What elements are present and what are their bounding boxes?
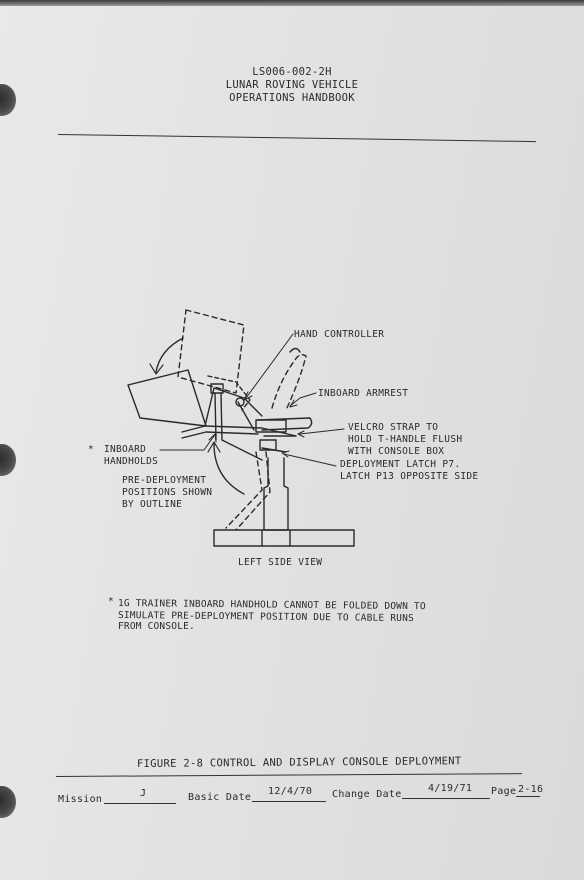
label-handholds-asterisk: * [88,444,95,455]
footer-page-value: 2-16 [518,784,544,795]
figure-caption: FIGURE 2-8 CONTROL AND DISPLAY CONSOLE DEPLOYMENT [136,755,462,770]
footer-page-label: Page [491,786,517,797]
footer-basic-date-underline [252,801,326,802]
footer-mission-value: J [140,788,147,799]
predeploy-arrow [214,444,244,494]
document-title-line1: LUNAR ROVING VEHICLE [225,79,359,91]
inboard-handhold [182,426,296,436]
console-box [128,370,206,426]
label-deployment-latch-line2: LATCH P13 OPPOSITE SIDE [340,471,479,482]
console-predeploy-outline [178,310,244,393]
footer-basic-date-label: Basic Date [188,792,252,803]
label-hand-controller: HAND CONTROLLER [294,329,385,340]
label-inboard-armrest: INBOARD ARMREST [318,388,409,399]
label-predeploy-line1: PRE-DEPLOYMENT [122,475,207,486]
label-handholds-line1: INBOARD [104,444,147,455]
label-handholds-line2: HANDHOLDS [104,456,159,467]
floor-base [214,530,354,546]
label-velcro-line1: VELCRO STRAP TO [348,422,439,433]
footer-mission-label: Mission [58,794,103,805]
note-line2: SIMULATE PRE-DEPLOYMENT POSITION DUE TO CABLE RUNS [117,610,415,625]
footer-mission-underline [104,803,176,804]
footer-change-date-label: Change Date [332,789,402,800]
label-predeploy-line2: POSITIONS SHOWN [122,487,213,498]
note-asterisk: * [108,596,114,607]
footer-basic-date-value: 12/4/70 [268,786,313,797]
document-title-line2: OPERATIONS HANDBOOK [229,92,355,104]
footer-change-date-underline [402,798,490,799]
label-deployment-latch-line1: DEPLOYMENT LATCH P7. [340,459,461,470]
note-line1: 1G TRAINER INBOARD HANDHOLD CANNOT BE FOLDED DOWN TO [117,598,426,613]
note-line3: FROM CONSOLE. [118,621,195,632]
footer-change-date-value: 4/19/71 [428,783,473,794]
document-number: LS006-002-2H [252,66,332,78]
label-left-side-view: LEFT SIDE VIEW [238,557,323,568]
label-velcro-line3: WITH CONSOLE BOX [348,446,445,457]
label-velcro-line2: HOLD T-HANDLE FLUSH [348,434,463,445]
console-pedestal [264,458,288,530]
label-predeploy-line3: BY OUTLINE [122,499,183,510]
footer-page-underline [516,796,540,797]
